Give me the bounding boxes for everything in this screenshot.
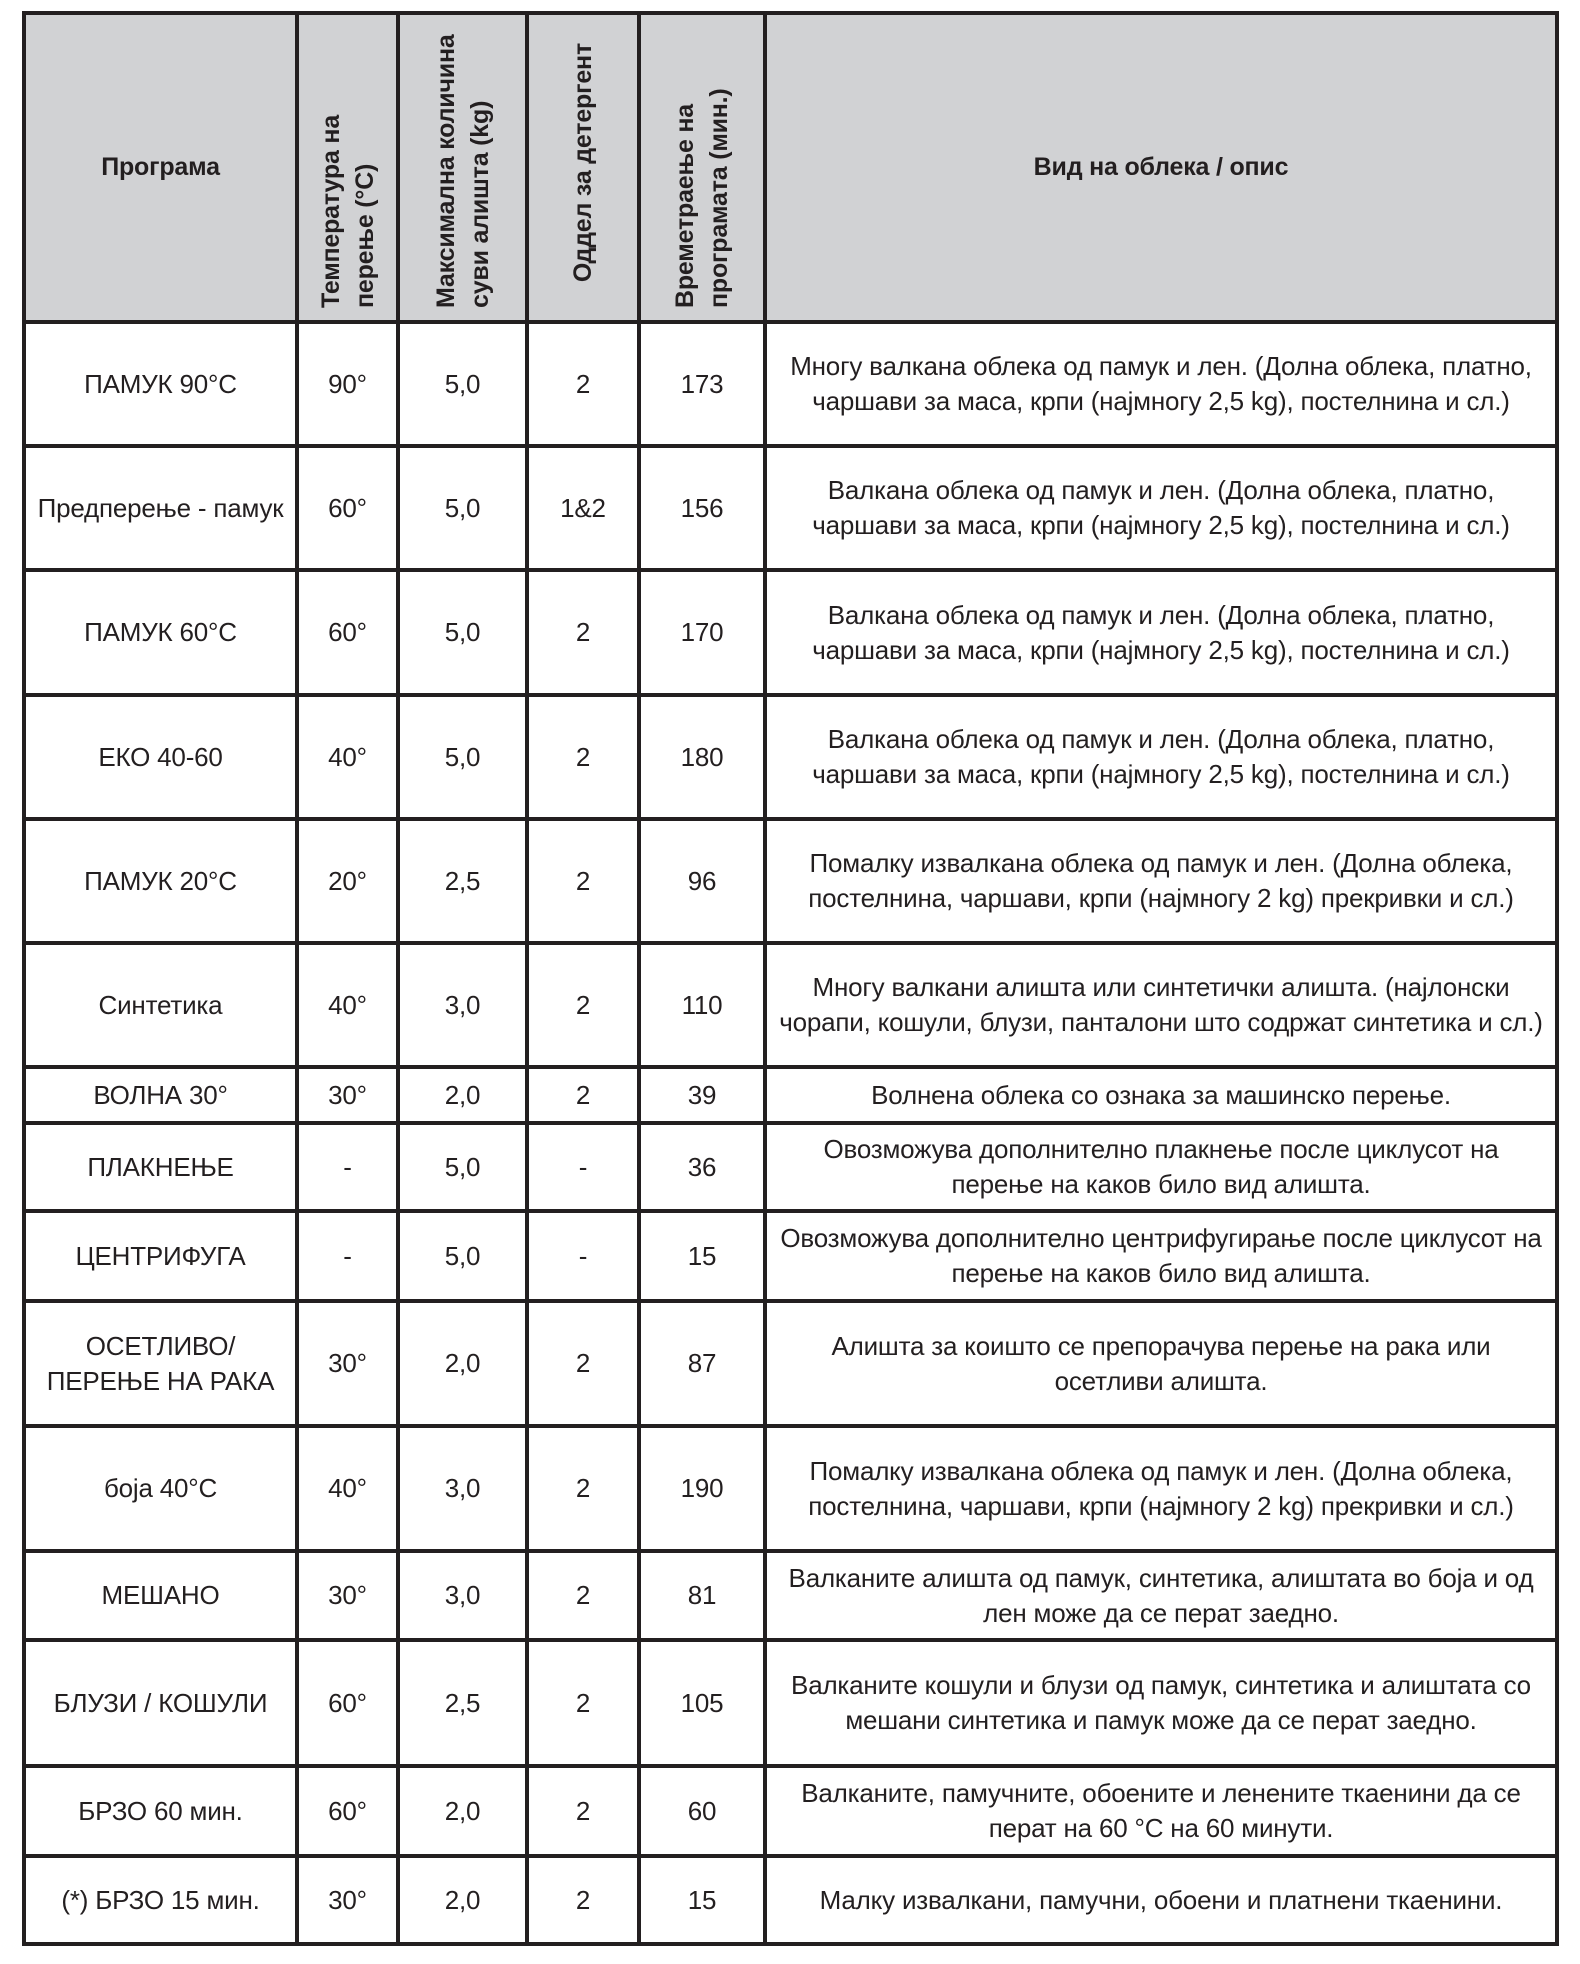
detergent-cell: 2	[527, 1551, 639, 1640]
detergent-cell: 2	[527, 1067, 639, 1123]
description-cell: Малку извалкани, памучни, обоени и платнени ткаенини.	[765, 1856, 1557, 1944]
max-load-cell: 5,0	[398, 570, 527, 695]
detergent-cell: 2	[527, 322, 639, 446]
table-row	[24, 446, 1557, 570]
program-cell: БРЗО 60 мин.	[24, 1766, 297, 1856]
duration-cell: 36	[639, 1123, 765, 1211]
detergent-cell: 2	[527, 819, 639, 943]
max-load-cell: 5,0	[398, 322, 527, 446]
program-cell: ВОЛНА 30°	[24, 1067, 297, 1123]
description-cell: Многу валкана облека од памук и лен. (Долна облека, платно, чаршави за маса, крпи (најмногу 2,5 kg), постелнина и сл.)	[765, 322, 1557, 446]
table-row	[24, 1766, 1557, 1856]
program-cell: МЕШАНО	[24, 1551, 297, 1640]
description-cell: Валкана облека од памук и лен. (Долна облека, платно, чаршави за маса, крпи (најмногу 2,5 kg), постелнина и сл.)	[765, 446, 1557, 570]
table-row	[24, 322, 1557, 446]
max-load-cell: 2,5	[398, 1640, 527, 1766]
temperature-cell: 60°	[297, 1766, 398, 1856]
max-load-cell: 3,0	[398, 1551, 527, 1640]
program-cell: ПАМУК 60°C	[24, 570, 297, 695]
table-row	[24, 819, 1557, 943]
table-row	[24, 1551, 1557, 1640]
table-row	[24, 1067, 1557, 1123]
description-cell: Валкана облека од памук и лен. (Долна облека, платно, чаршави за маса, крпи (најмногу 2,5 kg), постелнина и сл.)	[765, 695, 1557, 819]
program-cell: БЛУЗИ / КОШУЛИ	[24, 1640, 297, 1766]
max-load-cell: 5,0	[398, 1123, 527, 1211]
temperature-cell: -	[297, 1123, 398, 1211]
table-row	[24, 1123, 1557, 1211]
header-temperature	[297, 13, 398, 322]
description-cell: Валкана облека од памук и лен. (Долна облека, платно, чаршави за маса, крпи (најмногу 2,5 kg), постелнина и сл.)	[765, 570, 1557, 695]
temperature-cell: -	[297, 1211, 398, 1301]
detergent-cell: 2	[527, 1301, 639, 1426]
table-header-row	[24, 13, 1557, 322]
max-load-cell: 2,0	[398, 1856, 527, 1944]
description-cell: Валканите, памучните, обоените и лененитe ткаенини да се перат на 60 °C на 60 минути.	[765, 1766, 1557, 1856]
detergent-cell: 2	[527, 1856, 639, 1944]
temperature-cell: 40°	[297, 1426, 398, 1551]
temperature-cell: 90°	[297, 322, 398, 446]
header-max-load	[398, 13, 527, 322]
detergent-cell: 2	[527, 1426, 639, 1551]
description-cell: Помалку извалкана облека од памук и лен. (Долна облека, постелнина, чаршави, крпи (најмногу 2 kg) прекривки и сл.)	[765, 819, 1557, 943]
detergent-cell: -	[527, 1211, 639, 1301]
temperature-cell: 60°	[297, 446, 398, 570]
table-body	[24, 322, 1557, 1944]
duration-cell: 180	[639, 695, 765, 819]
detergent-cell: 2	[527, 943, 639, 1067]
duration-cell: 190	[639, 1426, 765, 1551]
max-load-cell: 5,0	[398, 695, 527, 819]
program-cell: ЕКО 40-60	[24, 695, 297, 819]
table-row	[24, 695, 1557, 819]
max-load-cell: 2,0	[398, 1067, 527, 1123]
description-cell: Валканите кошули и блузи од памук, синтетика и алиштата со мешани синтетика и памук може да се перат заедно.	[765, 1640, 1557, 1766]
duration-cell: 15	[639, 1856, 765, 1944]
max-load-cell: 2,5	[398, 819, 527, 943]
header-program: Програма	[24, 13, 297, 322]
detergent-cell: 2	[527, 1766, 639, 1856]
program-cell: ПЛАКНЕЊЕ	[24, 1123, 297, 1211]
detergent-cell: 1&2	[527, 446, 639, 570]
program-cell: (*) БРЗО 15 мин.	[24, 1856, 297, 1944]
temperature-cell: 60°	[297, 570, 398, 695]
max-load-cell: 5,0	[398, 1211, 527, 1301]
duration-cell: 87	[639, 1301, 765, 1426]
duration-cell: 110	[639, 943, 765, 1067]
description-cell: Волнена облека со ознака за машинско перење.	[765, 1067, 1557, 1123]
header-detergent-compartment	[527, 13, 639, 322]
max-load-cell: 3,0	[398, 943, 527, 1067]
program-cell: ПАМУК 20°C	[24, 819, 297, 943]
header-duration	[639, 13, 765, 322]
table-row	[24, 1856, 1557, 1944]
header-max-load-label: Максимална количина суви алишта (kg)	[431, 33, 494, 308]
max-load-cell: 3,0	[398, 1426, 527, 1551]
program-cell: ПАМУК 90°C	[24, 322, 297, 446]
detergent-cell: 2	[527, 1640, 639, 1766]
table-row	[24, 570, 1557, 695]
detergent-cell: 2	[527, 570, 639, 695]
temperature-cell: 40°	[297, 943, 398, 1067]
header-duration-label: Времетраење на програмата (мин.)	[671, 87, 733, 308]
duration-cell: 156	[639, 446, 765, 570]
temperature-cell: 30°	[297, 1856, 398, 1944]
description-cell: Многу валкани алишта или синтетички алишта. (најлонски чорапи, кошули, блузи, панталони што содржат синтетика и сл.)	[765, 943, 1557, 1067]
description-cell: Овозможува дополнително центрифугирање после циклусот на перење на каков било вид алишта.	[765, 1211, 1557, 1301]
program-cell: Предперење - памук	[24, 446, 297, 570]
duration-cell: 81	[639, 1551, 765, 1640]
program-cell: боја 40°C	[24, 1426, 297, 1551]
temperature-cell: 20°	[297, 819, 398, 943]
table-row	[24, 1211, 1557, 1301]
duration-cell: 105	[639, 1640, 765, 1766]
description-cell: Валканите алишта од памук, синтетика, алиштата во боја и од лен може да се перат заедно.	[765, 1551, 1557, 1640]
washing-programs-table	[22, 11, 1559, 1946]
duration-cell: 60	[639, 1766, 765, 1856]
temperature-cell: 30°	[297, 1301, 398, 1426]
duration-cell: 173	[639, 322, 765, 446]
temperature-cell: 30°	[297, 1067, 398, 1123]
table-row	[24, 1301, 1557, 1426]
duration-cell: 170	[639, 570, 765, 695]
header-description: Вид на облека / опис	[765, 13, 1557, 322]
temperature-cell: 30°	[297, 1551, 398, 1640]
duration-cell: 39	[639, 1067, 765, 1123]
max-load-cell: 5,0	[398, 446, 527, 570]
detergent-cell: 2	[527, 695, 639, 819]
description-cell: Алишта за коишто се препорачува перење на рака или осетливи алишта.	[765, 1301, 1557, 1426]
header-temperature-label: Температура на перење (°C)	[316, 114, 379, 308]
program-cell: Синтетика	[24, 943, 297, 1067]
temperature-cell: 40°	[297, 695, 398, 819]
duration-cell: 15	[639, 1211, 765, 1301]
description-cell: Помалку извалкана облека од памук и лен. (Долна облека, постелнина, чаршави, крпи (најмногу 2 kg) прекривки и сл.)	[765, 1426, 1557, 1551]
max-load-cell: 2,0	[398, 1301, 527, 1426]
table-row	[24, 943, 1557, 1067]
detergent-cell: -	[527, 1123, 639, 1211]
program-cell: ОСЕТЛИВО/ ПЕРЕЊЕ НА РАКА	[24, 1301, 297, 1426]
program-cell: ЦЕНТРИФУГА	[24, 1211, 297, 1301]
header-detergent-label: Оддел за детергент	[569, 42, 597, 283]
max-load-cell: 2,0	[398, 1766, 527, 1856]
duration-cell: 96	[639, 819, 765, 943]
table-row	[24, 1426, 1557, 1551]
temperature-cell: 60°	[297, 1640, 398, 1766]
table-row	[24, 1640, 1557, 1766]
description-cell: Овозможува дополнително плакнење после циклусот на перење на каков било вид алишта.	[765, 1123, 1557, 1211]
